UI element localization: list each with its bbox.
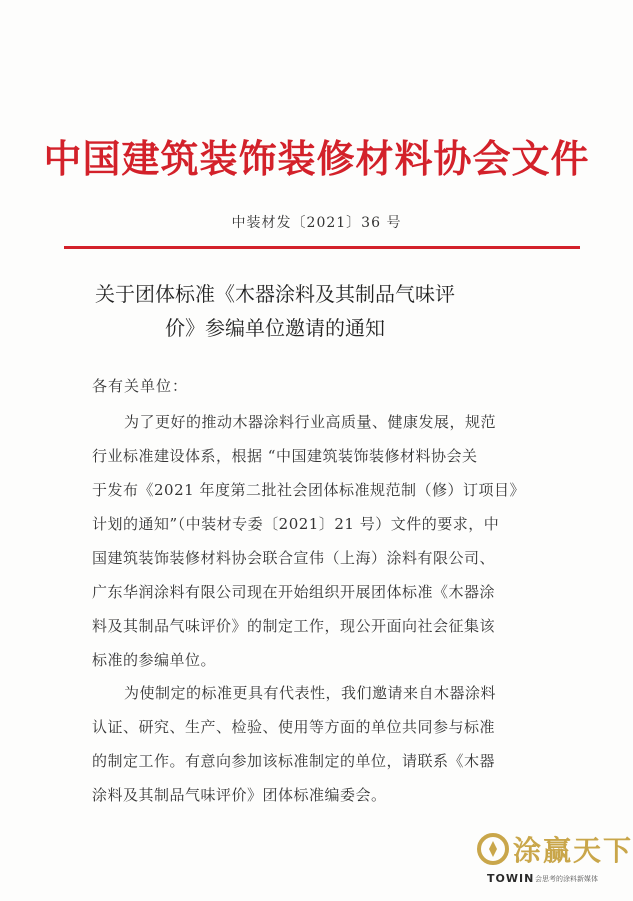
watermark-logo — [469, 829, 633, 893]
paragraph-1-line: 为了更好的推动木器涂料行业高质量、健康发展，规范 — [124, 413, 497, 431]
paragraph-1-line: 料及其制品气味评价》的制定工作，现公开面向社会征集该 — [92, 617, 496, 635]
watermark-slogan: 会思考的涂料新媒体 — [535, 875, 598, 883]
notice-title-line-1: 关于团体标准《木器涂料及其制品气味评 — [95, 282, 455, 306]
notice-title-line-2: 价》参编单位邀请的通知 — [165, 316, 385, 340]
watermark-brand: TOWIN — [487, 872, 535, 885]
paragraph-2-line: 涂料及其制品气味评价》团体标准编委会。 — [92, 786, 387, 804]
salutation: 各有关单位： — [92, 377, 189, 395]
paragraph-2-line: 为使制定的标准更具有代表性，我们邀请来自木器涂料 — [124, 684, 497, 702]
paragraph-1-line: 于发布《2021 年度第二批社会团体标准规范制（修）订项目》 — [92, 481, 525, 499]
org-header-title: 中国建筑装饰装修材料协会文件 — [43, 137, 590, 181]
paragraph-1-line: 行业标准建设体系，根据 “中国建筑装饰装修材料协会关 — [92, 447, 478, 465]
paragraph-1-line: 广东华润涂料有限公司现在开始组织开展团体标准《木器涂 — [92, 583, 496, 601]
paragraph-1 — [92, 405, 542, 677]
paragraph-1-line: 标准的参编单位。 — [92, 651, 217, 669]
watermark-name: 涂赢天下 — [513, 834, 633, 867]
paragraph-2 — [92, 676, 542, 812]
document-number: 中装材发〔2021〕36 号 — [231, 215, 402, 231]
paragraph-2-line: 的制定工作。有意向参加该标准制定的单位，请联系《木器 — [92, 752, 496, 770]
towin-logo-icon — [477, 833, 509, 865]
paragraph-1-line: 国建筑装饰装修材料协会联合宣伟（上海）涂料有限公司、 — [92, 549, 496, 567]
notice-title — [95, 277, 545, 345]
paragraph-2-line: 认证、研究、生产、检验、使用等方面的单位共同参与标准 — [92, 718, 496, 736]
paragraph-1-line: 计划的通知”（中装材专委〔2021〕21 号）文件的要求，中 — [92, 515, 500, 533]
red-divider-line — [64, 246, 580, 249]
